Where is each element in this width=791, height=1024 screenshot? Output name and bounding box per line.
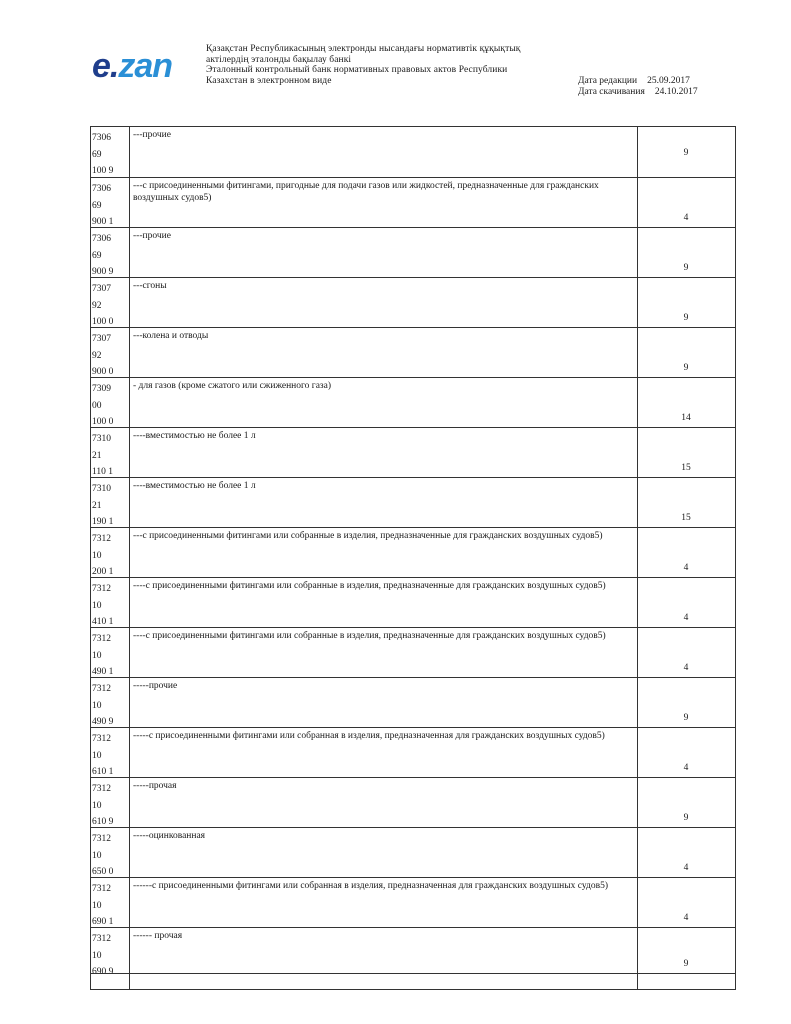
description-cell: ----вместимостью не более 1 л: [133, 481, 256, 491]
rate-cell: 14: [681, 413, 691, 423]
description-cell: - для газов (кроме сжатого или сжиженного газа): [133, 381, 332, 391]
code-cell: 7312 10 690 9: [92, 934, 114, 977]
table-row: [91, 127, 735, 177]
code-cell: 7310 21 190 1: [92, 484, 114, 527]
rate-cell: 4: [683, 563, 689, 573]
code-cell: 7312 10 200 1: [92, 534, 114, 577]
header-line: актілердің эталонды бақылау банкі: [206, 54, 352, 65]
table-row: [91, 577, 735, 627]
rate-cell: 4: [683, 913, 689, 923]
code-cell: 7309 00 100 0: [92, 384, 114, 427]
table-row: [91, 877, 735, 927]
description-cell: ------с присоединенными фитингами или собранная в изделия, предназначенная для гражданских воздушных судов5): [133, 881, 608, 891]
rate-cell: 9: [683, 148, 689, 158]
rate-cell: 4: [683, 763, 689, 773]
rate-cell: 9: [683, 713, 689, 723]
description-cell: ----вместимостью не более 1 л: [133, 431, 256, 441]
table-row: [91, 177, 735, 227]
table-row: [91, 827, 735, 877]
ezan-logo-text: e.zan: [92, 47, 173, 85]
download-date: 24.10.2017: [654, 87, 698, 97]
description-cell: -----с присоединенными фитингами или собранная в изделия, предназначенная для гражданских воздушных судов5): [133, 731, 605, 741]
description-cell: ---колена и отводы: [133, 331, 209, 341]
rate-cell: 9: [683, 813, 689, 823]
code-cell: 7312 10 490 1: [92, 634, 114, 677]
rate-cell: 9: [683, 363, 689, 373]
code-cell: 7312 10 650 0: [92, 834, 114, 877]
description-cell: ---сгоны: [133, 281, 167, 291]
table-row: [91, 777, 735, 827]
code-cell: 7312 10 610 1: [92, 734, 114, 777]
rate-cell: 9: [683, 263, 689, 273]
table-row: [91, 927, 735, 977]
description-cell: -----оцинкованная: [133, 831, 206, 841]
rate-cell: 9: [683, 959, 689, 969]
code-cell: 7306 69 900 9: [92, 234, 114, 277]
description-cell: -----прочая: [133, 781, 177, 791]
description-cell: -----прочие: [133, 681, 178, 691]
rate-cell: 15: [681, 513, 691, 523]
edition-label: Дата редакции: [578, 76, 638, 86]
header-dates: [578, 76, 698, 98]
table-row: [91, 277, 735, 327]
description-cell: ---с присоединенными фитингами, пригодные для подачи газов или жидкостей, предназначенные для гражданских воздушных судов5): [133, 181, 599, 203]
code-cell: 7312 10 690 1: [92, 884, 114, 927]
code-cell: 7306 69 100 9: [92, 133, 114, 176]
table-row: [91, 627, 735, 677]
table-row: [91, 427, 735, 477]
table-row: [91, 227, 735, 277]
header-line: Эталонный контрольный банк нормативных правовых актов Республики: [206, 65, 508, 75]
header-line: Қазақстан Республикасының электронды нысандағы нормативтік құқықтық: [206, 44, 521, 54]
rate-cell: 15: [681, 463, 691, 473]
table-row: [91, 527, 735, 577]
description-cell: ----с присоединенными фитингами или собранные в изделия, предназначенные для гражданских воздушных судов5): [133, 581, 606, 591]
header-title: [206, 44, 521, 86]
table-row: [91, 677, 735, 727]
code-cell: 7306 69 900 1: [92, 184, 114, 227]
table-row: [91, 973, 735, 989]
header-line: Казахстан в электронном виде: [206, 75, 332, 86]
table-row: [91, 727, 735, 777]
code-cell: 7310 21 110 1: [92, 434, 114, 477]
edition-date: 25.09.2017: [647, 76, 690, 86]
rate-cell: 9: [683, 313, 689, 323]
code-cell: 7312 10 490 9: [92, 684, 114, 727]
download-label: Дата скачивания: [578, 87, 645, 97]
table-row: [91, 327, 735, 377]
description-cell: ---прочие: [133, 130, 171, 140]
table-row: [91, 377, 735, 427]
rate-cell: 4: [683, 213, 689, 223]
table-row: [91, 477, 735, 527]
code-cell: 7307 92 900 0: [92, 334, 114, 377]
rate-cell: 4: [683, 863, 689, 873]
rate-cell: 4: [683, 663, 689, 673]
ezan-logo: [92, 46, 192, 86]
description-cell: ------ прочая: [133, 931, 183, 941]
description-cell: ---прочие: [133, 231, 171, 241]
rate-cell: 4: [683, 613, 689, 623]
code-cell: 7312 10 410 1: [92, 584, 114, 627]
code-cell: 7312 10 610 9: [92, 784, 114, 827]
tariff-table: [90, 126, 736, 990]
code-cell: 7307 92 100 0: [92, 284, 114, 327]
description-cell: ----с присоединенными фитингами или собранные в изделия, предназначенные для гражданских воздушных судов5): [133, 631, 606, 641]
description-cell: ---с присоединенными фитингами или собранные в изделия, предназначенные для гражданских воздушных судов5): [133, 531, 603, 541]
